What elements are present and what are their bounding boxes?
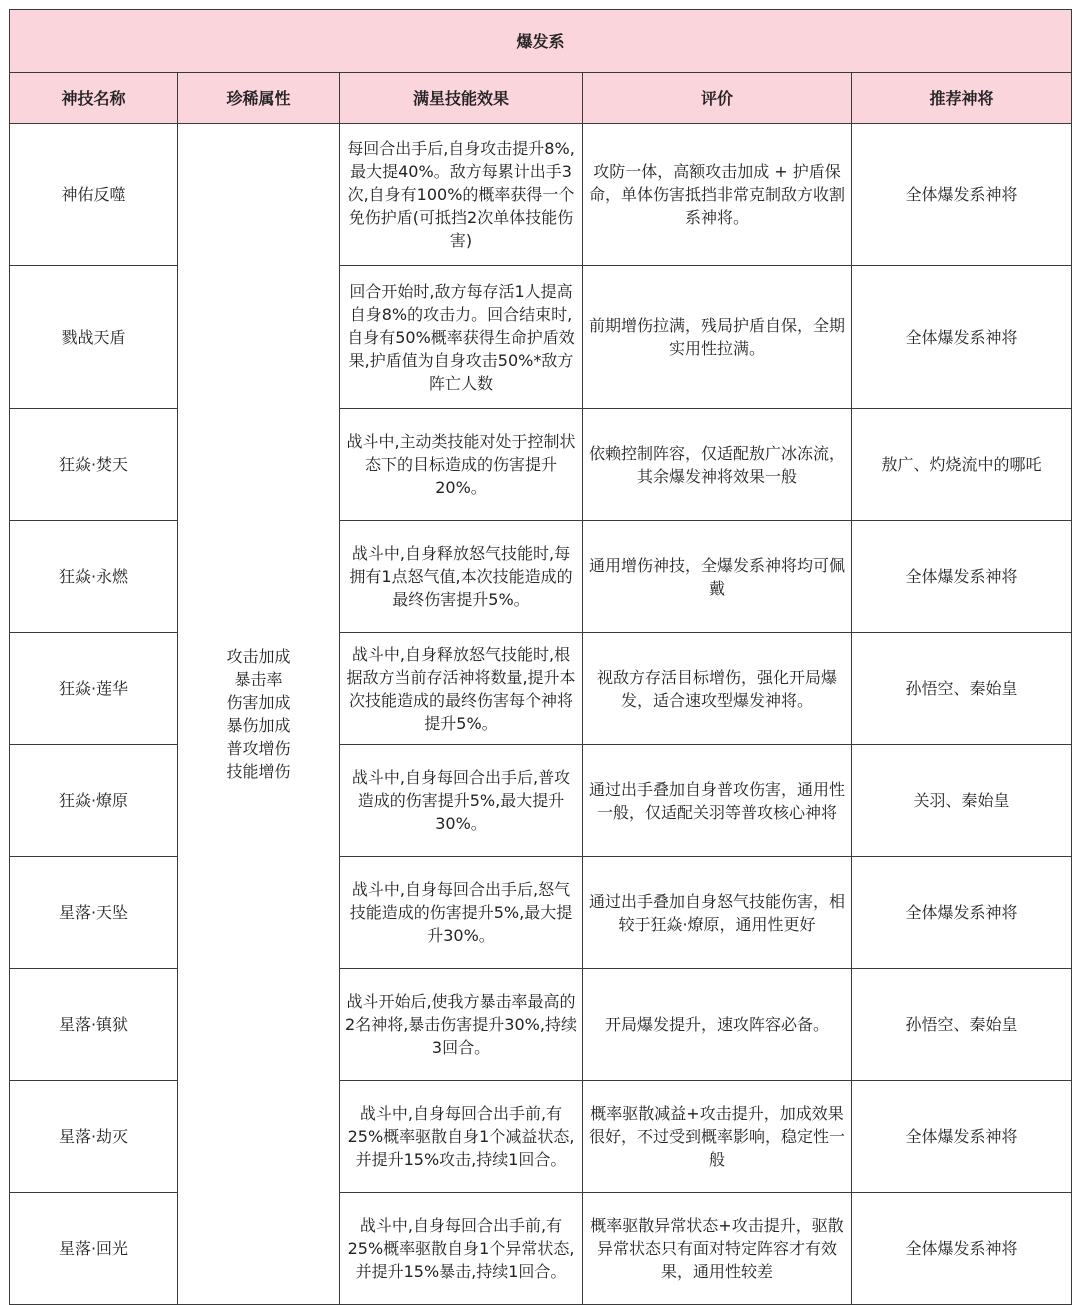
skill-name: 狂焱·永燃 — [10, 521, 178, 633]
skill-review: 通用增伤神技，全爆发系神将均可佩戴 — [583, 521, 852, 633]
table-title: 爆发系 — [10, 10, 1072, 73]
skill-name: 星落·回光 — [10, 1193, 178, 1305]
table-row — [10, 521, 1072, 633]
skill-recommend: 敖广、灼烧流中的哪吒 — [852, 409, 1072, 521]
skill-recommend: 全体爆发系神将 — [852, 124, 1072, 266]
table-row — [10, 1081, 1072, 1193]
skill-recommend: 全体爆发系神将 — [852, 857, 1072, 969]
skill-effect: 回合开始时,敌方每存活1人提高自身8%的攻击力。回合结束时,自身有50%概率获得生命护盾效果,护盾值为自身攻击50%*敌方阵亡人数 — [340, 266, 583, 409]
skill-name: 狂焱·燎原 — [10, 745, 178, 857]
skill-name: 狂焱·焚天 — [10, 409, 178, 521]
skill-effect: 战斗中,自身释放怒气技能时,根据敌方当前存活神将数量,提升本次技能造成的最终伤害每个神将提升5%。 — [340, 633, 583, 745]
header-name: 神技名称 — [10, 73, 178, 124]
skill-effect: 每回合出手后,自身攻击提升8%,最大提40%。敌方每累计出手3次,自身有100%的概率获得一个免伤护盾(可抵挡2次单体技能伤害) — [340, 124, 583, 266]
skill-effect: 战斗中,自身每回合出手前,有25%概率驱散自身1个异常状态,并提升15%暴击,持续1回合。 — [340, 1193, 583, 1305]
rarity-cell — [178, 124, 340, 1305]
rarity-line: 攻击加成 — [226, 647, 291, 666]
table-row — [10, 409, 1072, 521]
title-row — [10, 10, 1072, 73]
table-row — [10, 633, 1072, 745]
skill-recommend: 孙悟空、秦始皇 — [852, 633, 1072, 745]
skill-effect: 战斗中,自身每回合出手前,有25%概率驱散自身1个减益状态,并提升15%攻击,持续1回合。 — [340, 1081, 583, 1193]
rarity-line: 暴击率 — [234, 670, 283, 689]
skill-review: 攻防一体，高额攻击加成 + 护盾保命，单体伤害抵挡非常克制敌方收割系神将。 — [583, 124, 852, 266]
skill-review: 通过出手叠加自身普攻伤害，通用性一般，仅适配关羽等普攻核心神将 — [583, 745, 852, 857]
skill-review: 通过出手叠加自身怒气技能伤害，相较于狂焱·燎原，通用性更好 — [583, 857, 852, 969]
table-row — [10, 969, 1072, 1081]
skill-recommend: 全体爆发系神将 — [852, 1193, 1072, 1305]
header-review: 评价 — [583, 73, 852, 124]
header-effect: 满星技能效果 — [340, 73, 583, 124]
skill-effect: 战斗中,自身释放怒气技能时,每拥有1点怒气值,本次技能造成的最终伤害提升5%。 — [340, 521, 583, 633]
skill-name: 戮战天盾 — [10, 266, 178, 409]
skills-table — [9, 9, 1072, 1305]
table-row — [10, 266, 1072, 409]
skill-name: 星落·天坠 — [10, 857, 178, 969]
rarity-line: 伤害加成 — [226, 693, 291, 712]
skill-name: 狂焱·莲华 — [10, 633, 178, 745]
skill-name: 星落·劫灭 — [10, 1081, 178, 1193]
table-row — [10, 857, 1072, 969]
skill-review: 视敌方存活目标增伤，强化开局爆发，适合速攻型爆发神将。 — [583, 633, 852, 745]
skill-review: 开局爆发提升，速攻阵容必备。 — [583, 969, 852, 1081]
skill-recommend: 全体爆发系神将 — [852, 521, 1072, 633]
skill-effect: 战斗中,自身每回合出手后,怒气技能造成的伤害提升5%,最大提升30%。 — [340, 857, 583, 969]
skill-review: 前期增伤拉满，残局护盾自保，全期实用性拉满。 — [583, 266, 852, 409]
table-row — [10, 1193, 1072, 1305]
skill-effect: 战斗中,主动类技能对处于控制状态下的目标造成的伤害提升20%。 — [340, 409, 583, 521]
skill-recommend: 全体爆发系神将 — [852, 266, 1072, 409]
skill-effect: 战斗中,自身每回合出手后,普攻造成的伤害提升5%,最大提升30%。 — [340, 745, 583, 857]
skill-review: 依赖控制阵容，仅适配敖广冰冻流，其余爆发神将效果一般 — [583, 409, 852, 521]
skill-review: 概率驱散异常状态+攻击提升，驱散异常状态只有面对特定阵容才有效果，通用性较差 — [583, 1193, 852, 1305]
skill-name: 神佑反噬 — [10, 124, 178, 266]
header-recommend: 推荐神将 — [852, 73, 1072, 124]
table-row — [10, 124, 1072, 266]
skill-recommend: 孙悟空、秦始皇 — [852, 969, 1072, 1081]
table-row — [10, 745, 1072, 857]
skill-recommend: 关羽、秦始皇 — [852, 745, 1072, 857]
rarity-line: 技能增伤 — [226, 762, 291, 781]
skill-name: 星落·镇狱 — [10, 969, 178, 1081]
header-rarity: 珍稀属性 — [178, 73, 340, 124]
skill-recommend: 全体爆发系神将 — [852, 1081, 1072, 1193]
skill-review: 概率驱散减益+攻击提升，加成效果很好，不过受到概率影响，稳定性一般 — [583, 1081, 852, 1193]
rarity-line: 普攻增伤 — [226, 739, 291, 758]
header-row — [10, 73, 1072, 124]
skill-effect: 战斗开始后,使我方暴击率最高的2名神将,暴击伤害提升30%,持续3回合。 — [340, 969, 583, 1081]
rarity-line: 暴伤加成 — [226, 716, 291, 735]
